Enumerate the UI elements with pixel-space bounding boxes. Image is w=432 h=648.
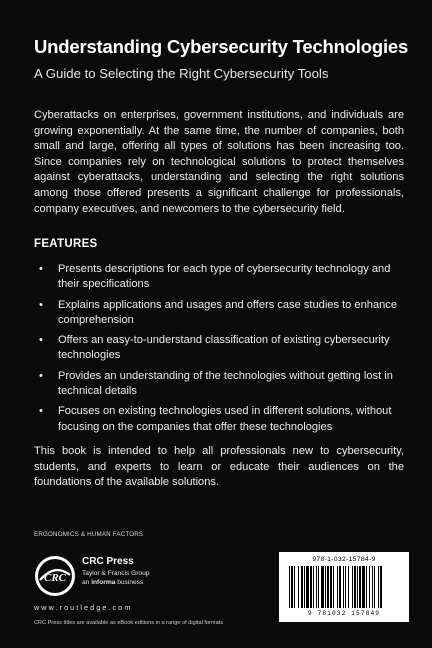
bullet-icon: • xyxy=(39,334,43,347)
barcode-bar xyxy=(343,566,344,608)
barcode-bar xyxy=(362,566,365,608)
series-label: ERGONOMICS & HUMAN FACTORS xyxy=(34,531,144,538)
barcode-bar xyxy=(313,566,314,608)
feature-text: Explains applications and usages and offers case studies to enhance comprehension xyxy=(58,298,397,326)
features-heading: FEATURES xyxy=(34,238,98,250)
list-item xyxy=(34,369,406,399)
feature-text: Focuses on existing technologies used in different solutions, without focusing on the companies that offer these technologies xyxy=(58,405,392,433)
barcode-bar xyxy=(294,566,295,608)
barcode-bar xyxy=(304,566,305,608)
barcode-bar xyxy=(357,566,358,608)
barcode-bar xyxy=(339,566,341,608)
isbn-number: 978-1-032-15784-9 xyxy=(312,556,376,563)
bullet-icon: • xyxy=(39,263,43,275)
feature-text: Presents descriptions for each type of cybersecurity technology and their specifications xyxy=(58,263,391,291)
barcode-bar xyxy=(291,566,293,608)
features-list xyxy=(34,262,406,440)
list-item xyxy=(34,262,406,292)
bullet-icon: • xyxy=(39,405,43,418)
ebook-note: CRC Press titles are available as eBook editions in a range of digital formats xyxy=(34,620,224,626)
bullet-icon: • xyxy=(39,298,43,311)
barcode-icon xyxy=(287,566,401,610)
publisher-name: CRC Press xyxy=(82,556,134,567)
barcode-bar xyxy=(327,566,329,608)
barcode-bar xyxy=(330,566,332,608)
intro-paragraph: Cyberattacks on enterprises, government institutions, and individuals are growing exponentially. At the same time, the number of companies, both small and large, offering all types of solutions has been increasing too. Since companies rely on technological solutions to protect themselves against cyberattacks, understanding and selecting the right solutions among those offered presents a significant challenge for professionals, company executives, and newcomers to the cybersecurity field. xyxy=(34,109,404,215)
barcode-bar xyxy=(359,566,361,608)
publisher-business: an informa business xyxy=(82,579,144,586)
logo-text: CRC xyxy=(43,572,67,584)
feature-text: Offers an easy-to-understand classification of existing cybersecurity technologies xyxy=(58,334,390,362)
barcode-bar xyxy=(333,566,334,608)
barcode-bar xyxy=(374,566,375,608)
barcode-bar xyxy=(301,566,303,608)
list-item xyxy=(34,404,406,434)
barcode-bar xyxy=(289,566,290,608)
barcode-bar xyxy=(316,566,317,608)
publisher-block xyxy=(82,556,149,587)
bullet-icon: • xyxy=(39,369,43,382)
list-item xyxy=(34,298,406,328)
barcode-bar xyxy=(325,566,326,608)
barcode-bar xyxy=(348,566,349,608)
barcode-bar xyxy=(318,566,319,608)
publisher-website: www.routledge.com xyxy=(34,603,133,612)
list-item xyxy=(34,333,406,363)
barcode-bar xyxy=(352,566,353,608)
barcode-bar xyxy=(310,566,312,608)
feature-text: Provides an understanding of the technologies without getting lost in technical details xyxy=(58,369,393,397)
barcode-bar xyxy=(372,566,373,608)
barcode-bar xyxy=(298,566,299,608)
barcode-bar xyxy=(378,566,379,608)
barcode-bar xyxy=(369,566,370,608)
barcode-bar xyxy=(337,566,338,608)
publisher-group: Taylor & Francis Group xyxy=(82,570,150,577)
book-subtitle: A Guide to Selecting the Right Cybersecurity Tools xyxy=(34,66,329,81)
barcode-bar xyxy=(366,566,367,608)
barcode-bar xyxy=(321,566,324,608)
isbn-barcode xyxy=(279,552,409,622)
outro-paragraph: This book is intended to help all professionals new to cybersecurity, students, and experts to learn or educate their audiences on the foundations of the available solutions. xyxy=(34,445,404,489)
barcode-bar xyxy=(380,566,382,608)
book-title: Understanding Cybersecurity Technologies xyxy=(34,36,409,57)
barcode-bar xyxy=(306,566,309,608)
barcode-bar xyxy=(354,566,356,608)
crc-logo-icon xyxy=(34,555,76,597)
barcode-digits: 9 781032 157849 xyxy=(307,610,381,617)
barcode-bar xyxy=(345,566,346,608)
